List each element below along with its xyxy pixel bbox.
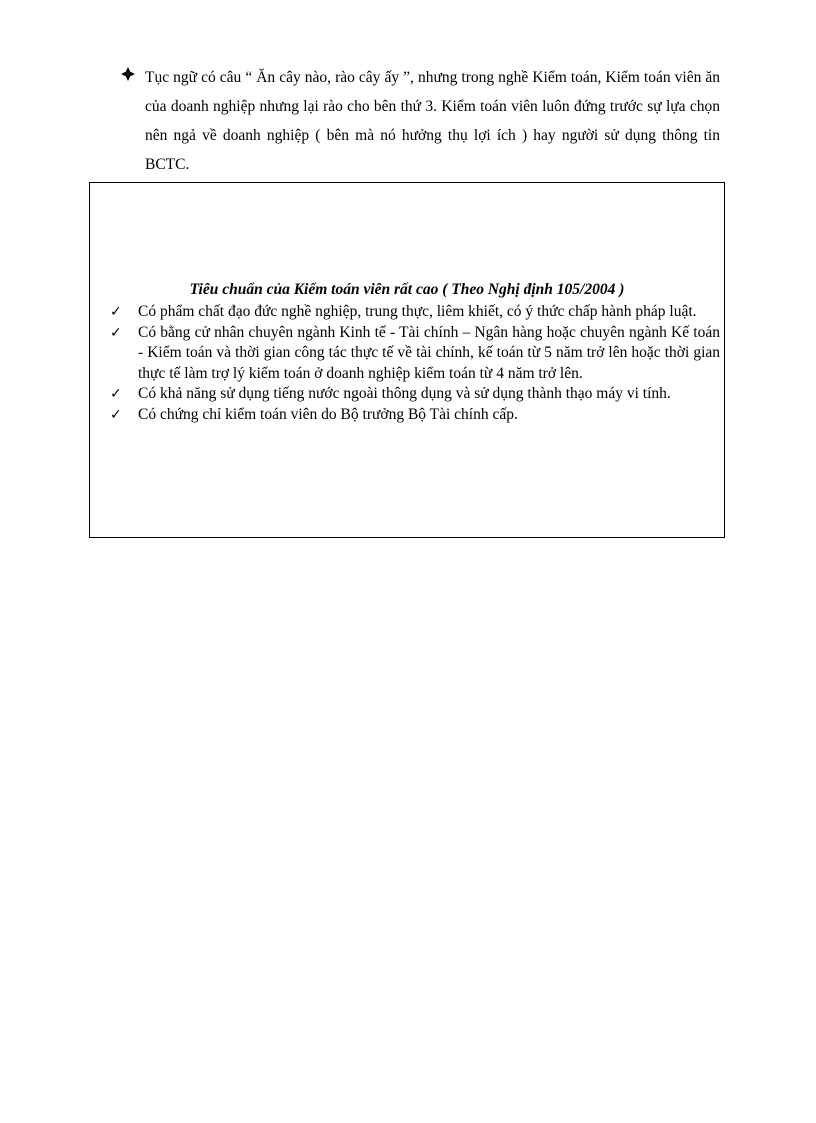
- list-item: [110, 384, 720, 405]
- criteria-text: Có khả năng sử dụng tiếng nước ngoài thông dụng và sử dụng thành thạo máy vi tính.: [138, 385, 671, 402]
- criteria-text: Có bằng cử nhân chuyên ngành Kinh tế - Tài chính – Ngân hàng hoặc chuyên ngành Kế toán - Kiểm toán và thời gian công tác thực tế về tài chính, kế toán từ 5 năm trở lên hoặc thời gian thực tế làm trợ lý kiểm toán ở doanh nghiệp kiểm toán từ 4 năm trở lên.: [138, 323, 720, 382]
- criteria-text: Có chứng chỉ kiểm toán viên do Bộ trưởng Bộ Tài chính cấp.: [138, 405, 518, 423]
- standards-title: Tiêu chuẩn của Kiểm toán viên rất cao ( Theo Nghị định 105/2004 ): [189, 281, 625, 298]
- checkmark-icon: ✓: [110, 324, 122, 341]
- checkmark-icon: ✓: [110, 386, 122, 402]
- checkmark-icon: ✓: [110, 406, 122, 423]
- criteria-list: [110, 302, 720, 425]
- list-item: [110, 405, 720, 426]
- proverb-paragraph: [120, 63, 720, 179]
- criteria-text: Có phẩm chất đạo đức nghề nghiệp, trung thực, liêm khiết, có ý thức chấp hành pháp luật.: [138, 303, 697, 320]
- list-item: [110, 323, 720, 385]
- list-item: [110, 302, 720, 323]
- checkmark-icon: ✓: [110, 304, 122, 320]
- auditor-standards-box: [89, 182, 725, 538]
- diamond-bullet-icon: [120, 66, 136, 82]
- proverb-text: Tục ngữ có câu “ Ăn cây nào, rào cây ấy ”, nhưng trong nghề Kiểm toán, Kiểm toán viên ăn của doanh nghiệp nhưng lại rào cho bên thứ 3. Kiểm toán viên luôn đứng trước sự lựa chọn nên ngả về doanh nghiệp ( bên mà nó hưởng thụ lợi ích ) hay người sử dụng thông tin BCTC.: [145, 69, 720, 173]
